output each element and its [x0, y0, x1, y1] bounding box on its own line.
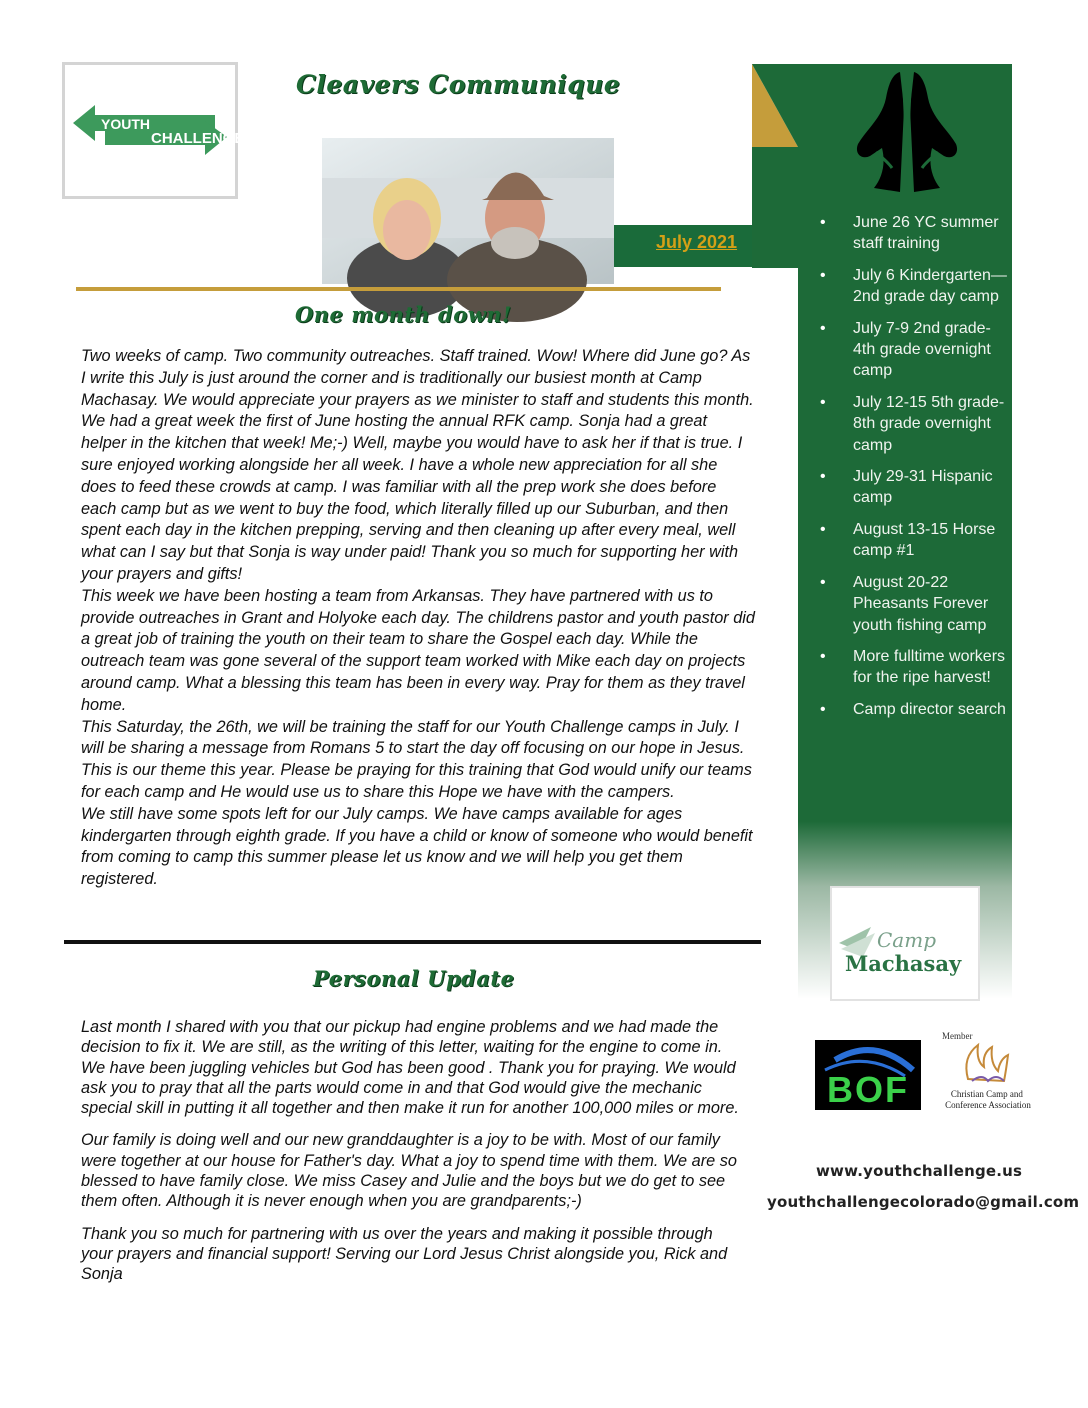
article-paragraph: Thank you so much for partnering with us over the years and making it possible through your prayers and financial support! Serving our Lord Jesus Christ alongside you, Rick and Sonja: [81, 1224, 728, 1284]
article-paragraph: We still have some spots left for our July camps. We have camps available for ages kindergarten through eighth grade. If you have a child or know of someone who would benefit from coming to camp this summer please let us know and we will help you get them registered.: [81, 804, 753, 889]
article-paragraph: This week we have been hosting a team from Arkansas. They have partnered with us to provide outreaches in Grant and Holyoke each day. The childrens pastor and youth pastor did a great job of training the youth on their team to share the Gospel each day. While the outreach team was gone several of the support team worked with Mike each day on projects around camp. What a blessing this team has been in every way. Pray for them as they travel home.: [81, 586, 755, 714]
logo-word-challenge: CHALLENGE: [151, 130, 245, 147]
newsletter-title: Cleavers Communique: [296, 70, 621, 99]
machasay-word-machasay: Machasay: [845, 951, 962, 976]
youth-challenge-logo-box: [62, 62, 245, 199]
article-paragraph: Two weeks of camp. Two community outreaches. Staff trained. Wow! Where did June go? As I write this July is just around the corner and is traditionally our busiest month at Camp Machasay. We would appreciate your prayers as we minister to staff and students this month.: [81, 347, 754, 409]
couple-photo: [322, 138, 614, 284]
gold-divider: [76, 287, 721, 291]
article-paragraph: This Saturday, the 26th, we will be training the staff for our Youth Challenge camps in July. I will be sharing a message from Romans 5 to start the day off focusing on our hope in Jesus. This is our theme this year. Please be praying for this training that God would unify our teams for each camp and He would use us to share this Hope we have with the campers.: [81, 717, 752, 801]
camp-machasay-logo: [831, 887, 979, 1000]
article-paragraph: Last month I shared with you that our pickup had engine problems and we had made the decision to fix it. We are still, as the writing of this letter, waiting for the engine to come in. We have been juggling vehicles but God has been good . Thank you for praying. We would ask you to pray that all the parts would come in and that God would give the mechanic special skill in putting it all together and then make it run for another 100,000 miles or more.: [81, 1018, 739, 1118]
event-item: • Camp director search: [818, 699, 1008, 720]
article-one-month: [81, 346, 756, 891]
ccca-name-line: Christian Camp and: [950, 1089, 1023, 1099]
machasay-word-camp: Camp: [877, 928, 936, 952]
event-item: • July 6 Kindergarten—2nd grade day camp: [818, 265, 1008, 308]
section-heading-one-month: One month down!: [295, 302, 512, 327]
event-item: • August 20-22 Pheasants Forever youth fishing camp: [818, 572, 1008, 636]
logo-word-youth: YOUTH: [101, 116, 150, 132]
ccca-member-label: Member: [942, 1031, 973, 1041]
event-item: • August 13-15 Horse camp #1: [818, 519, 1008, 562]
event-item: • July 7-9 2nd grade-4th grade overnight camp: [818, 318, 1008, 382]
black-divider: [64, 940, 761, 944]
article-paragraph: We had a great week the first of June hosting the annual RFK camp. Sonja had a great helper in the kitchen that week! Me;-) Well, maybe you would have to ask her if that is true. I sure enjoyed working alongside her all week. I have a whole new appreciation for all she does to feed these crowds at camp. I was familiar with all the prep work she does before each camp but as we went to buy the food, which literally filled up our Suburban, and then spent each day in the kitchen prepping, serving and then cleaning up after every meal, well what can I say but that Sonja is way under paid! Thank you so much for supporting her with your prayers and gifts!: [81, 412, 743, 583]
ccca-name-line-2: Conference Association: [945, 1100, 1031, 1110]
prayer-events-list: [818, 212, 1008, 731]
newsletter-date: July 2021: [656, 232, 738, 252]
article-personal-update: [81, 1017, 747, 1297]
section-heading-personal-update: Personal Update: [313, 966, 515, 991]
gold-corner-triangle: [752, 64, 798, 147]
email-link[interactable]: youthchallengecolorado@gmail.com: [767, 1193, 1080, 1211]
event-item: • July 12-15 5th grade-8th grade overnight camp: [818, 392, 1008, 456]
article-paragraph: Our family is doing well and our new granddaughter is a joy to be with. Most of our family were together at our house for Father's day. What a joy to spend time with them. We are so blessed to have family close. We miss Casey and Julie and the boys but we do get to see them often. Although it is never enough when you are grandparents;-): [81, 1131, 737, 1211]
ccca-logo: [938, 1027, 1038, 1117]
event-item: • July 29-31 Hispanic camp: [818, 466, 1008, 509]
event-item: • June 26 YC summer staff training: [818, 212, 1008, 255]
event-item: • More fulltime workers for the ripe harvest!: [818, 646, 1008, 689]
bof-text: BOF: [827, 1069, 909, 1110]
sidebar-extension: [752, 147, 798, 268]
bof-logo: [815, 1040, 921, 1110]
youth-challenge-logo: [65, 65, 245, 196]
praying-hands-icon: [852, 68, 962, 194]
svg-text:Christian Camp and Confere: [945, 1089, 1031, 1110]
website-link[interactable]: www.youthchallenge.us: [816, 1162, 1023, 1180]
